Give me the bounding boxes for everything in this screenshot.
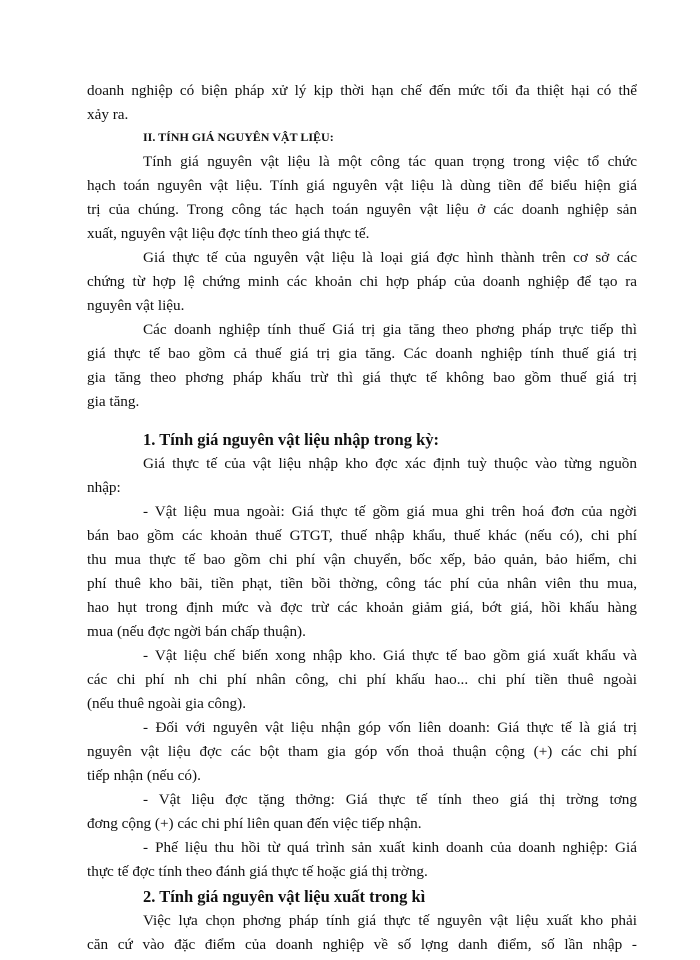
list-item-line: thực tế đợc tính theo đánh giá thực tế hoặc giá thị trờng. — [87, 863, 428, 880]
list-item-line: hao hụt trong định mức và đợc trừ các khoản giảm giá, bớt giá, hồi khấu hàng — [87, 599, 637, 616]
paragraph-line: Việc lựa chọn phơng pháp tính giá thực tế nguyên vật liệu xuất kho phải — [143, 912, 637, 929]
list-item-line: các chi phí nh chi phí nhân công, chi phí khấu hao... chi phí tiền thuê ngoài — [87, 671, 637, 688]
list-item-line: - Đối với nguyên vật liệu nhận góp vốn liên doanh: Giá thực tế là giá trị — [143, 719, 637, 736]
list-item-line: mua (nếu đợc ngời bán chấp thuận). — [87, 623, 306, 640]
paragraph-line: Giá thực tế của vật liệu nhập kho đợc xác định tuỳ thuộc vào từng nguồn — [143, 455, 637, 472]
paragraph-line: hạch toán nguyên vật liệu. Tính giá nguyên vật liệu là dùng tiền để biểu hiện giá — [87, 177, 637, 194]
paragraph-line: Tính giá nguyên vật liệu là một công tác quan trọng trong việc tổ chức — [143, 153, 637, 170]
list-item-line: - Vật liệu đợc tặng thởng: Giá thực tế tính theo giá thị trờng tơng — [143, 791, 637, 808]
intro-line-1: doanh nghiệp có biện pháp xử lý kịp thời hạn chế đến mức tối đa thiệt hại có thể — [87, 82, 637, 99]
list-item-line: tiếp nhận (nếu có). — [87, 767, 201, 784]
section-heading: II. TÍNH GIÁ NGUYÊN VẬT LIỆU: — [143, 130, 334, 144]
paragraph-line: giá thực tế bao gồm cả thuế giá trị gia tăng. Các doanh nghiệp tính thuế giá trị — [87, 345, 637, 362]
list-item-line: phí thuê kho bãi, tiền phạt, tiền bồi thờng, công tác phí của nhân viên thu mua, — [87, 575, 637, 592]
list-item-line: thu mua thực tế bao gồm chi phí vận chuyển, bốc xếp, bảo quản, bảo hiểm, chi — [87, 551, 637, 568]
list-item-line: - Phế liệu thu hồi từ quá trình sản xuất kinh doanh của doanh nghiệp: Giá — [143, 839, 637, 856]
list-item-line: - Vật liệu chế biến xong nhập kho. Giá thực tế bao gồm giá xuất khẩu và — [143, 647, 637, 664]
paragraph-line: nguyên vật liệu. — [87, 297, 185, 314]
list-item-line: (nếu thuê ngoài gia công). — [87, 695, 246, 712]
paragraph-line: nhập: — [87, 479, 121, 496]
paragraph-line: Giá thực tế của nguyên vật liệu là loại giá đợc hình thành trên cơ sở các — [143, 249, 637, 266]
subsection-heading-2: 2. Tính giá nguyên vật liệu xuất trong kì — [143, 887, 426, 906]
paragraph-line: trị của chúng. Trong công tác hạch toán nguyên vật liệu ở các doanh nghiệp sản — [87, 201, 637, 218]
list-item-line: - Vật liệu mua ngoài: Giá thực tế gồm giá mua ghi trên hoá đơn của ngời — [143, 503, 637, 520]
paragraph-line: gia tăng theo phơng pháp khấu trừ thì giá thực tế không bao gồm thuế giá trị — [87, 369, 637, 386]
intro-line-2: xảy ra. — [87, 106, 129, 123]
list-item-line: bán bao gồm các khoản thuế GTGT, thuế nhập khẩu, thuế khác (nếu có), chi phí — [87, 527, 637, 544]
subsection-heading-1: 1. Tính giá nguyên vật liệu nhập trong kỳ: — [143, 430, 440, 449]
paragraph-line: gia tăng. — [87, 393, 140, 410]
paragraph-line: căn cứ vào đặc điểm của doanh nghiệp về số lợng danh điểm, số lần nhập - — [87, 936, 637, 953]
paragraph-line: Các doanh nghiệp tính thuế Giá trị gia tăng theo phơng pháp trực tiếp thì — [143, 321, 637, 338]
paragraph-line: chứng từ hợp lệ chứng minh các khoản chi hợp pháp của doanh nghiệp để tạo ra — [87, 273, 637, 290]
list-item-line: đơng cộng (+) các chi phí liên quan đến việc tiếp nhận. — [87, 815, 422, 832]
paragraph-line: xuất, nguyên vật liệu đợc tính theo giá thực tế. — [87, 225, 370, 242]
list-item-line: nguyên vật liệu đợc các bột tham gia góp vốn thoả thuận cộng (+) các chi phí — [87, 743, 637, 760]
